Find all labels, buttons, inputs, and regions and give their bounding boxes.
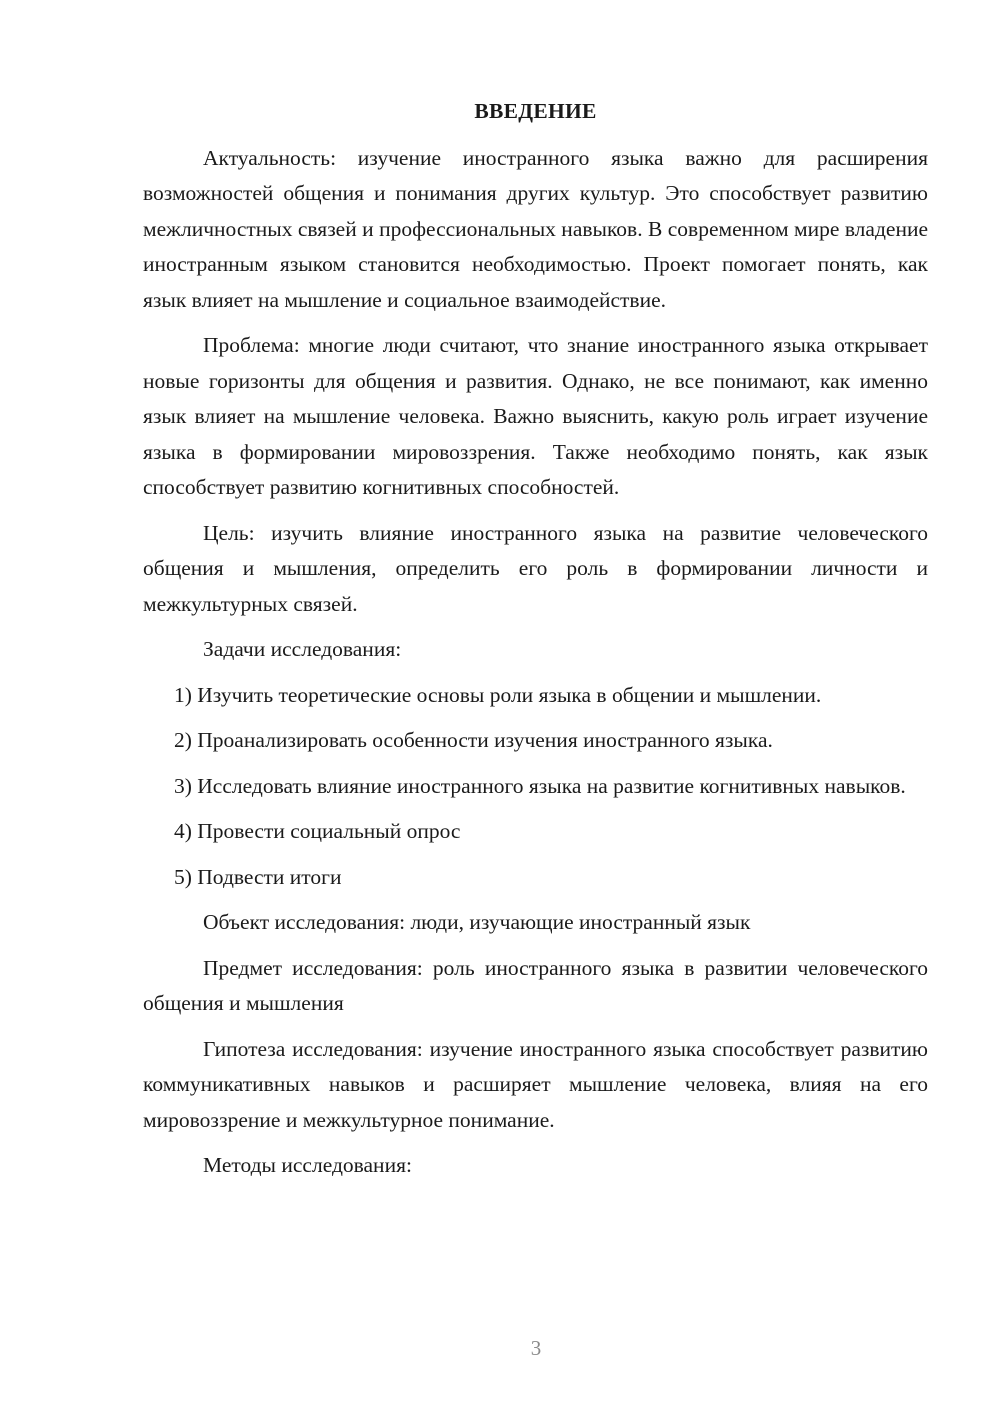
methods-heading: Методы исследования: bbox=[203, 1153, 412, 1177]
page-title: ВВЕДЕНИЕ bbox=[474, 99, 597, 123]
goal-paragraph: Цель: изучить влияние иностранного языка на развитие человеческого общения и мышления, определить его роль в формировании личности и межкультурных связей. bbox=[143, 520, 928, 616]
task-item: 1) Изучить теоретические основы роли языка в общении и мышлении. bbox=[174, 682, 822, 707]
relevance-paragraph: Актуальность: изучение иностранного языка важно для расширения возможностей общения и понимания других культур. Это способствует развитию межличностных связей и профессиональных навыков. В современном мире владение иностранным языком становится необходимостью. Проект помогает понять, как язык влияет на мышление и социальное взаимодействие. bbox=[143, 145, 928, 312]
page-content bbox=[143, 94, 928, 1194]
task-item: 5) Подвести итоги bbox=[174, 864, 342, 889]
object-paragraph: Объект исследования: люди, изучающие иностранный язык bbox=[203, 910, 751, 934]
subject-paragraph: Предмет исследования: роль иностранного языка в развитии человеческого общения и мышления bbox=[143, 955, 928, 1015]
task-item: 4) Провести социальный опрос bbox=[174, 819, 461, 843]
tasks-heading: Задачи исследования: bbox=[203, 637, 402, 661]
problem-paragraph: Проблема: многие люди считают, что знание иностранного языка открывает новые горизонты для общения и развития. Однако, не все понимают, как именно язык влияет на мышление человека. Важно выяснить, какую роль играет изучение языка в формировании мировоззрения. Также необходимо понять, как язык способствует развитию когнитивных способностей. bbox=[143, 333, 928, 499]
task-item: 2) Проанализировать особенности изучения иностранного языка. bbox=[174, 728, 773, 752]
page-number: 3 bbox=[530, 1336, 542, 1360]
hypothesis-paragraph: Гипотеза исследования: изучение иностранного языка способствует развитию коммуникативных навыков и расширяет мышление человека, влияя на его мировоззрение и межкультурное понимание. bbox=[143, 1036, 928, 1132]
task-item: 3) Исследовать влияние иностранного языка на развитие когнитивных навыков. bbox=[174, 773, 906, 798]
